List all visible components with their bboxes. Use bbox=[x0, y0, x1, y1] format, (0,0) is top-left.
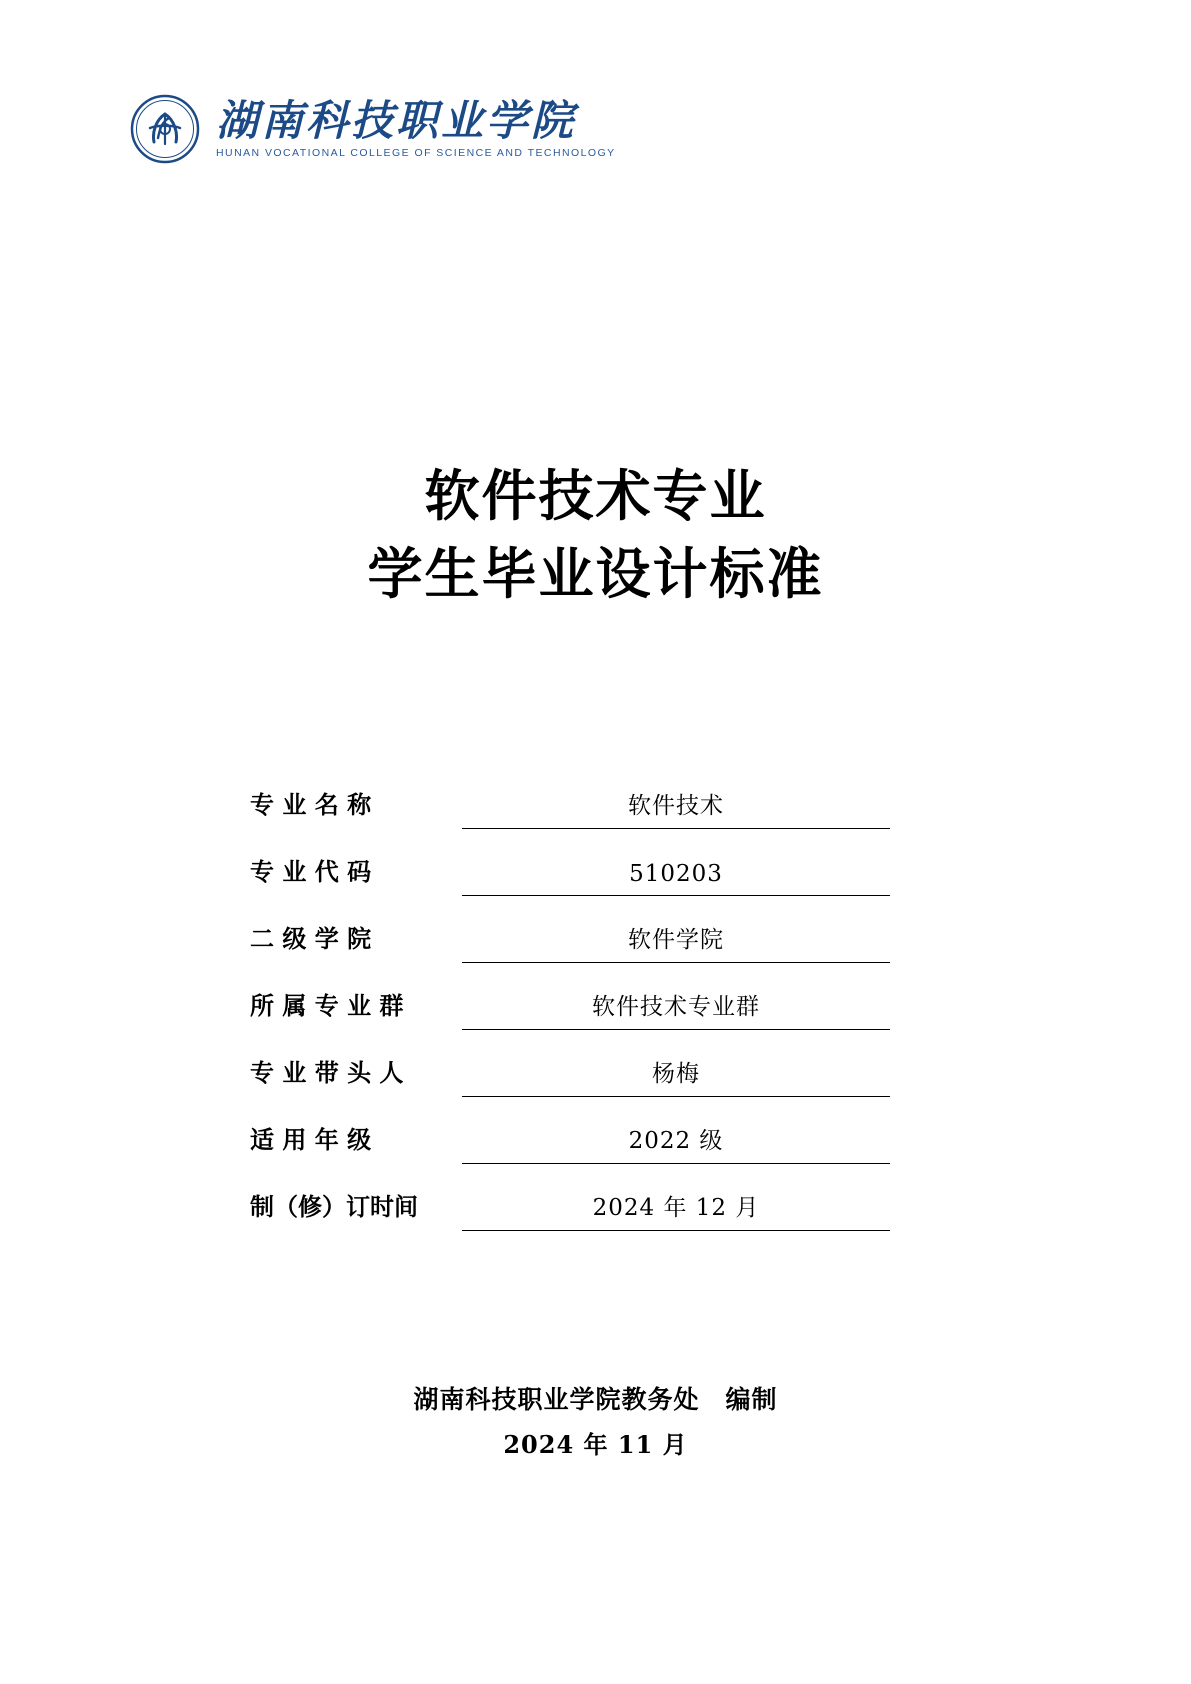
meta-value-grade: 2022 级 bbox=[462, 1122, 890, 1164]
meta-row-major-group bbox=[250, 963, 890, 1030]
meta-row-revision-date bbox=[250, 1164, 890, 1231]
meta-label-revision-date: 制（修）订时间 bbox=[250, 1193, 418, 1221]
meta-label-college: 二 级 学 院 bbox=[250, 925, 372, 953]
meta-row-grade bbox=[250, 1097, 890, 1164]
meta-row-major-code bbox=[250, 829, 890, 896]
meta-value-revision-date: 2024 年 12 月 bbox=[462, 1189, 890, 1231]
meta-row-leader bbox=[250, 1030, 890, 1097]
footer-date: 2024 年 11 月 bbox=[503, 1430, 688, 1459]
school-name-cn: 湖南科技职业学院 bbox=[216, 95, 577, 145]
title-line-2: 学生毕业设计标准 bbox=[367, 541, 824, 606]
meta-value-major-group: 软件技术专业群 bbox=[462, 988, 890, 1030]
meta-value-major-name: 软件技术 bbox=[462, 787, 890, 829]
document-footer bbox=[0, 1380, 1191, 1460]
page-title bbox=[0, 457, 1191, 613]
school-logo bbox=[128, 92, 616, 166]
meta-value-college: 软件学院 bbox=[462, 921, 890, 963]
meta-row-major-name bbox=[250, 762, 890, 829]
meta-label-grade: 适 用 年 级 bbox=[250, 1126, 372, 1154]
meta-row-college bbox=[250, 896, 890, 963]
footer-organization: 湖南科技职业学院教务处 编制 bbox=[413, 1385, 778, 1414]
document-meta-fields bbox=[250, 762, 890, 1231]
meta-label-major-code: 专 业 代 码 bbox=[250, 858, 372, 886]
meta-label-major-name: 专 业 名 称 bbox=[250, 791, 372, 819]
university-seal-icon bbox=[128, 92, 202, 166]
meta-value-major-code: 510203 bbox=[462, 861, 890, 896]
meta-label-major-group: 所 属 专 业 群 bbox=[250, 992, 404, 1020]
school-name-en: HUNAN VOCATIONAL COLLEGE OF SCIENCE AND TECHNOLOGY bbox=[216, 147, 616, 160]
title-line-1: 软件技术专业 bbox=[424, 463, 767, 528]
meta-value-leader: 杨梅 bbox=[462, 1055, 890, 1097]
meta-label-leader: 专 业 带 头 人 bbox=[250, 1059, 404, 1087]
